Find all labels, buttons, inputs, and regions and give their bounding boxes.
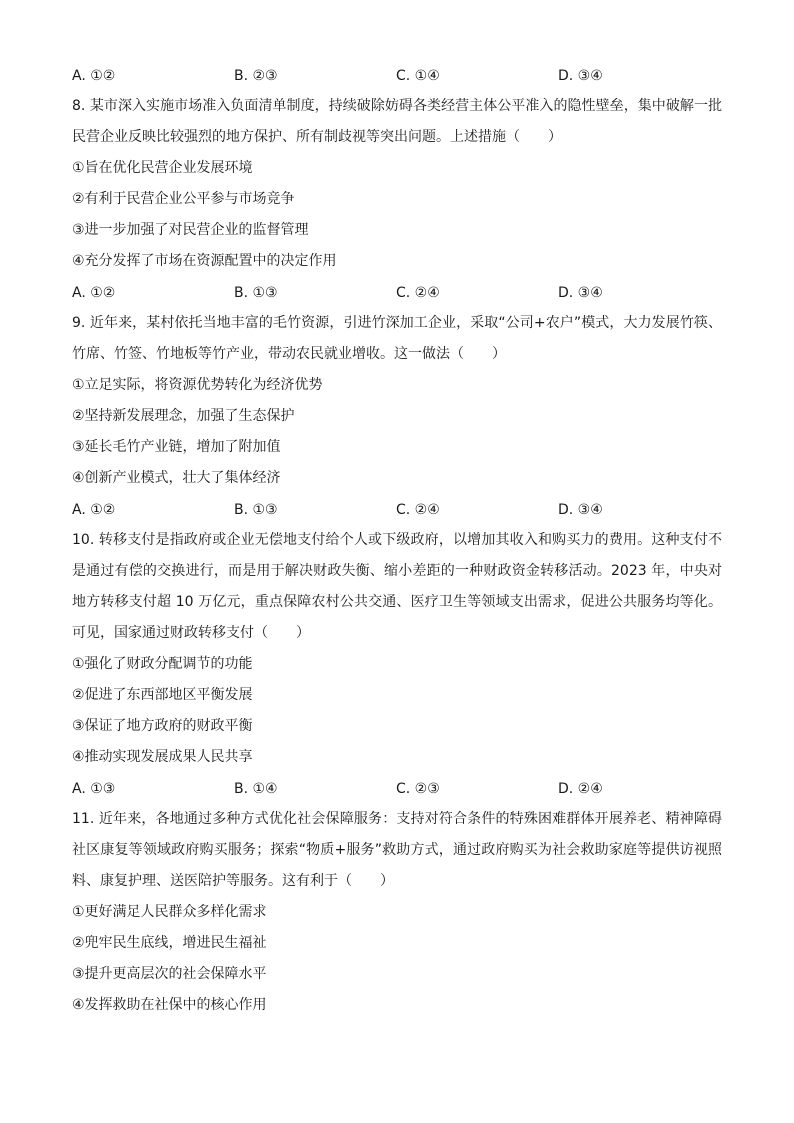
option-c: C. ②④ [396,501,440,518]
option-b: B. ①③ [234,284,278,301]
q8-choice-3: ③进一步加强了对民营企业的监督管理 [72,222,309,238]
q9-stem: 9. 近年来，某村依托当地丰富的毛竹资源，引进竹深加工企业，采取“公司+农户”模式，大力发展竹筷、竹席、竹签、竹地板等竹产业，带动农民就业增收。这一做法（ ） [72,315,722,362]
option-a: A. ①② [72,284,116,301]
q8-choice-1: ①旨在优化民营企业发展环境 [72,160,253,176]
q9-choice-1: ①立足实际，将资源优势转化为经济优势 [72,377,323,393]
q9-options [72,494,722,525]
q11-choice-1: ①更好满足人民群众多样化需求 [72,904,267,920]
q11-stem: 11. 近年来，各地通过多种方式优化社会保障服务：支持对符合条件的特殊困难群体开展养老、精神障碍社区康复等领域政府购买服务；探索“物质+服务”救助方式，通过政府购买为社会救助家庭等提供访视照料、康复护理、送医陪护等服务。这有利于（ ） [72,811,722,889]
option-d: D. ③④ [558,284,603,301]
option-b: B. ①④ [234,780,278,797]
q10-choice-4: ④推动实现发展成果人民共享 [72,749,253,765]
q9-choice-4: ④创新产业模式，壮大了集体经济 [72,470,281,486]
q8-choice-4: ④充分发挥了市场在资源配置中的决定作用 [72,253,337,269]
option-d: D. ③④ [558,501,603,518]
q11-choice-2: ②兜牢民生底线，增进民生福祉 [72,935,267,951]
exam-page [72,60,722,1021]
option-a: A. ①② [72,67,116,84]
option-b: B. ①③ [234,501,278,518]
option-d: D. ②④ [558,780,603,797]
q10-options [72,773,722,804]
option-b: B. ②③ [234,67,278,84]
option-a: A. ①② [72,501,116,518]
q8-choice-2: ②有利于民营企业公平参与市场竞争 [72,191,295,207]
q9-choice-2: ②坚持新发展理念，加强了生态保护 [72,408,295,424]
q10-choice-2: ②促进了东西部地区平衡发展 [72,687,253,703]
q10-choice-1: ①强化了财政分配调节的功能 [72,656,253,672]
q11-choice-4: ④发挥救助在社保中的核心作用 [72,997,267,1013]
q9-choice-3: ③延长毛竹产业链，增加了附加值 [72,439,281,455]
q10-stem: 10. 转移支付是指政府或企业无偿地支付给个人或下级政府，以增加其收入和购买力的费用。这种支付不是通过有偿的交换进行，而是用于解决财政失衡、缩小差距的一种财政资金转移活动。2023 年，中央对地方转移支付超 10 万亿元，重点保障农村公共交通、医疗卫生等领域支出需求，促进公共服务均等化。可见，国家通过财政转移支付（ ） [72,532,722,641]
q8-options [72,277,722,308]
option-a: A. ①③ [72,780,116,797]
q10-choice-3: ③保证了地方政府的财政平衡 [72,718,253,734]
option-d: D. ③④ [558,67,603,84]
q8-stem: 8. 某市深入实施市场准入负面清单制度，持续破除妨碍各类经营主体公平准入的隐性壁垒，集中破解一批民营企业反映比较强烈的地方保护、所有制歧视等突出问题。上述措施（ ） [72,98,722,145]
q7-options [72,60,722,91]
q11-choice-3: ③提升更高层次的社会保障水平 [72,966,267,982]
option-c: C. ①④ [396,67,440,84]
option-c: C. ②④ [396,284,440,301]
option-c: C. ②③ [396,780,440,797]
